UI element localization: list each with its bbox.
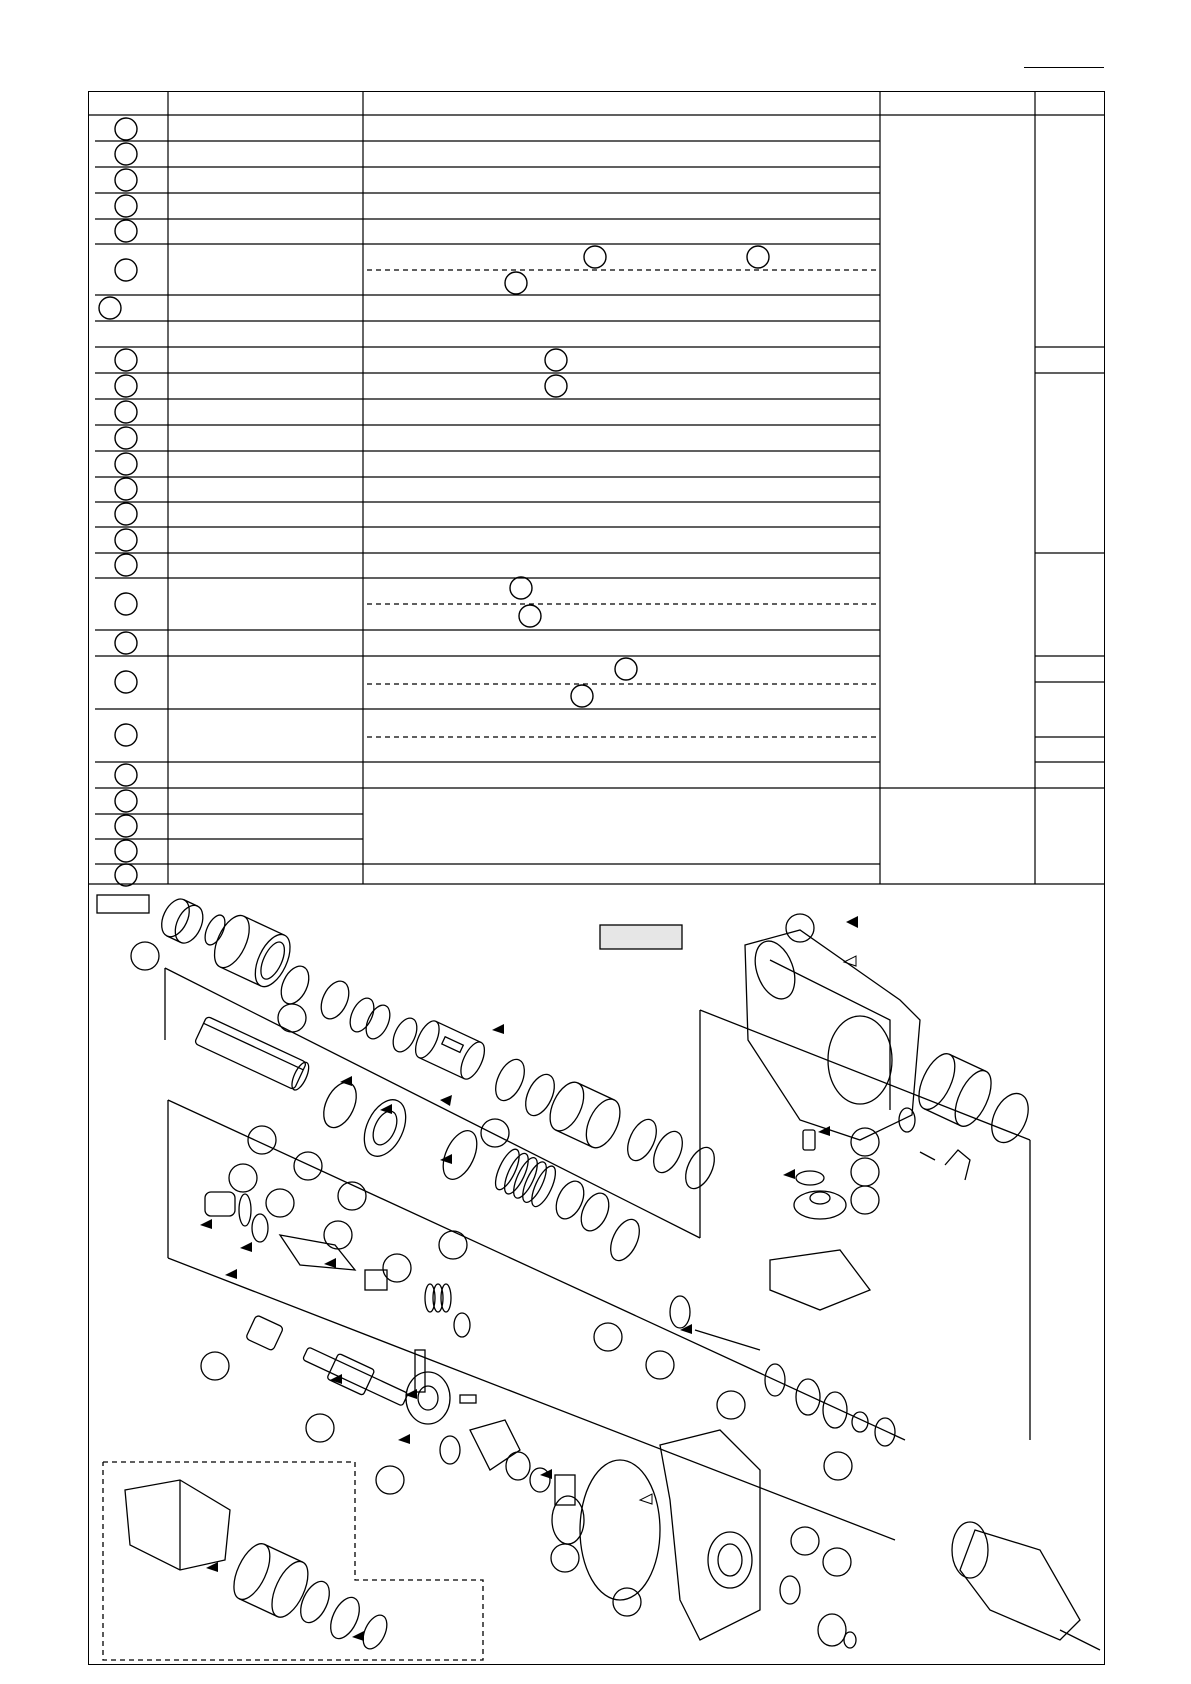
callout bbox=[594, 1323, 622, 1351]
callout bbox=[324, 1221, 352, 1249]
callout bbox=[613, 1588, 641, 1616]
row-marker bbox=[115, 427, 137, 449]
ring bbox=[490, 1055, 530, 1105]
guide-line bbox=[700, 1010, 1030, 1140]
armature bbox=[952, 1522, 1100, 1650]
ring bbox=[345, 994, 378, 1035]
bearing bbox=[823, 1392, 847, 1428]
callout bbox=[551, 1544, 579, 1572]
diagram-label-box bbox=[97, 895, 149, 913]
ring bbox=[388, 1014, 421, 1055]
row-marker bbox=[99, 297, 121, 319]
washer bbox=[780, 1576, 800, 1604]
callout bbox=[306, 1414, 334, 1442]
ref-marker bbox=[747, 246, 769, 268]
row-marker bbox=[115, 593, 137, 615]
gear-bore bbox=[368, 1107, 401, 1148]
arrow-markers bbox=[200, 916, 858, 1641]
cylinder bbox=[194, 1016, 312, 1092]
callout bbox=[229, 1164, 257, 1192]
o-ring bbox=[796, 1171, 824, 1185]
ref-marker bbox=[584, 246, 606, 268]
parts-table bbox=[88, 91, 1105, 884]
callout bbox=[851, 1158, 879, 1186]
pin bbox=[803, 1130, 815, 1150]
gear bbox=[356, 1093, 414, 1163]
callout bbox=[717, 1391, 745, 1419]
row-marker bbox=[115, 118, 137, 140]
lever bbox=[945, 1150, 970, 1180]
lock-ring bbox=[520, 1070, 560, 1120]
tool-holder bbox=[411, 1018, 490, 1083]
gear-housing bbox=[745, 930, 920, 1140]
guide-line bbox=[168, 1258, 895, 1540]
ref-marker bbox=[519, 605, 541, 627]
inset-box bbox=[103, 1462, 483, 1660]
swash-bearing bbox=[406, 1350, 450, 1424]
ref-marker bbox=[545, 349, 567, 371]
row-marker bbox=[115, 169, 137, 191]
callout bbox=[278, 1004, 306, 1032]
callout bbox=[824, 1452, 852, 1480]
guide-line bbox=[165, 968, 700, 1238]
sub-row-rules bbox=[367, 270, 880, 737]
exploded-view bbox=[97, 895, 1100, 1660]
row-marker bbox=[115, 478, 137, 500]
clutch-plate bbox=[280, 1235, 355, 1270]
callout bbox=[131, 942, 159, 970]
snap-ring bbox=[875, 1418, 895, 1446]
guide-sleeve bbox=[543, 1077, 627, 1153]
front-cap bbox=[156, 895, 208, 948]
row-marker bbox=[115, 790, 137, 812]
callout bbox=[294, 1152, 322, 1180]
row-marker bbox=[115, 503, 137, 525]
ref-marker bbox=[615, 658, 637, 680]
row-marker bbox=[115, 349, 137, 371]
ring bbox=[622, 1115, 662, 1165]
ring bbox=[648, 1127, 688, 1177]
ring bbox=[361, 1001, 394, 1042]
washer bbox=[316, 977, 355, 1023]
row-marker bbox=[115, 764, 137, 786]
callout bbox=[481, 1119, 509, 1147]
row-rules bbox=[95, 141, 880, 864]
bearing bbox=[818, 1614, 846, 1646]
callout bbox=[248, 1126, 276, 1154]
o-ring bbox=[252, 1214, 268, 1242]
ring bbox=[551, 1177, 590, 1223]
callout bbox=[646, 1351, 674, 1379]
snap-ring bbox=[201, 912, 229, 948]
clutch-disc bbox=[317, 1077, 363, 1132]
callout bbox=[786, 914, 814, 942]
gear bbox=[552, 1496, 584, 1544]
callout bbox=[851, 1186, 879, 1214]
callout bbox=[376, 1466, 404, 1494]
coil-spring bbox=[491, 1146, 560, 1210]
chuck-sleeve bbox=[227, 1538, 316, 1622]
row-marker bbox=[115, 220, 137, 242]
callout bbox=[791, 1527, 819, 1555]
row-marker bbox=[115, 864, 137, 886]
row-marker bbox=[115, 554, 137, 576]
spring bbox=[920, 1152, 935, 1160]
large-o-ring bbox=[580, 1460, 660, 1600]
ref-marker bbox=[571, 685, 593, 707]
row-marker bbox=[115, 671, 137, 693]
ring bbox=[844, 1632, 856, 1648]
ring bbox=[605, 1215, 645, 1265]
ref-marker bbox=[505, 272, 527, 294]
ring bbox=[295, 1577, 335, 1627]
row-marker bbox=[115, 632, 137, 654]
washer bbox=[276, 962, 315, 1008]
row-marker bbox=[115, 815, 137, 837]
row-marker bbox=[115, 724, 137, 746]
ring bbox=[440, 1436, 460, 1464]
bearing bbox=[506, 1452, 530, 1480]
bearing-retainer bbox=[470, 1420, 520, 1470]
callout bbox=[201, 1352, 229, 1380]
row-marker bbox=[115, 195, 137, 217]
small-spring bbox=[425, 1284, 451, 1312]
bearing-block bbox=[245, 1315, 283, 1351]
middle-housing bbox=[660, 1430, 760, 1640]
ref-marker bbox=[545, 375, 567, 397]
callout bbox=[439, 1231, 467, 1259]
crank-shaft bbox=[300, 1341, 412, 1413]
row-marker bbox=[115, 453, 137, 475]
row-marker bbox=[115, 529, 137, 551]
cover-sleeve bbox=[912, 1048, 999, 1131]
row-marker bbox=[115, 840, 137, 862]
callout bbox=[266, 1189, 294, 1217]
washer bbox=[436, 1126, 483, 1185]
diagram-tag-box bbox=[600, 925, 682, 949]
callout bbox=[338, 1182, 366, 1210]
last-col-rules bbox=[880, 347, 1105, 788]
guide-line bbox=[168, 1100, 905, 1440]
drill-chuck bbox=[125, 1480, 230, 1570]
row-marker bbox=[115, 375, 137, 397]
row-marker bbox=[115, 259, 137, 281]
row-marker bbox=[115, 401, 137, 423]
ring bbox=[576, 1189, 615, 1235]
ring bbox=[670, 1296, 690, 1328]
screw bbox=[460, 1395, 476, 1403]
ring bbox=[454, 1313, 470, 1337]
callout bbox=[823, 1548, 851, 1576]
bearing bbox=[796, 1379, 820, 1415]
ref-marker bbox=[510, 577, 532, 599]
row-marker bbox=[115, 143, 137, 165]
